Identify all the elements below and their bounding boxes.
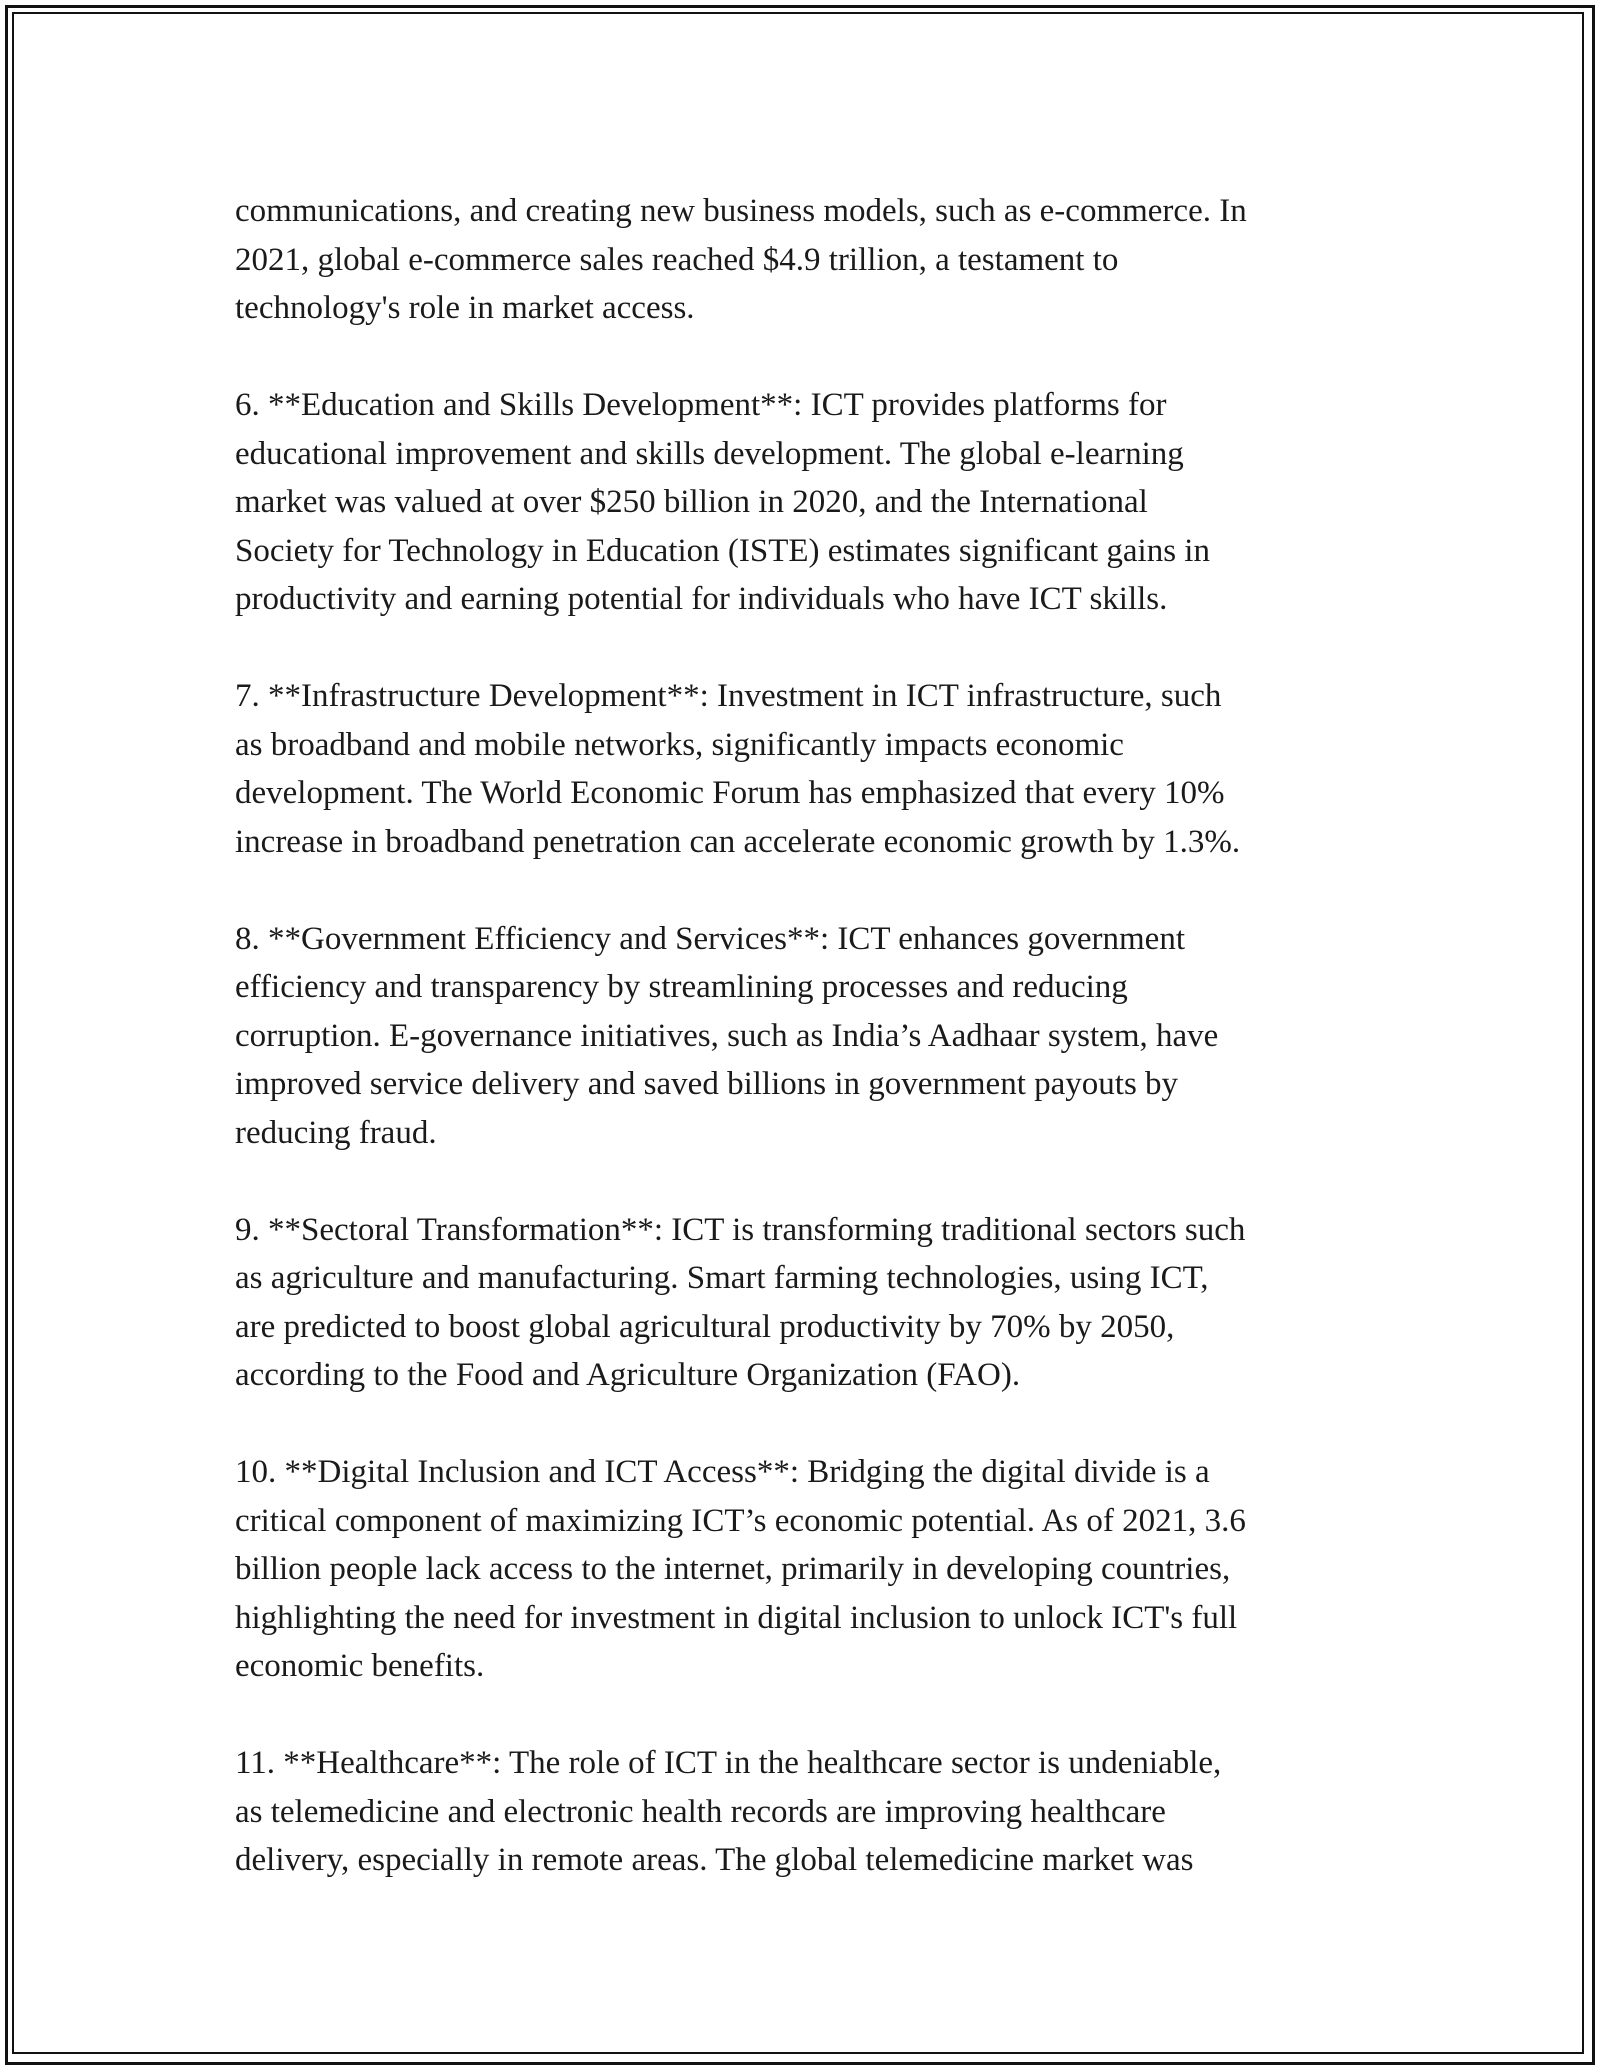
paragraph-digital-inclusion: 10. **Digital Inclusion and ICT Access**: Bridging the digital divide is a critical component of maximizing ICT’s economic potential. As of 2021, 3.6 billion people lack access to the internet, primarily in developing countries, highlighting the need for investment in digital inclusion to unlock ICT's full economic benefits.	[235, 1454, 1246, 1684]
paragraph-healthcare: 11. **Healthcare**: The role of ICT in the healthcare sector is undeniable, as telemedicine and electronic health records are improving healthcare delivery, especially in remote areas. The global telemedicine market was	[235, 1745, 1222, 1878]
paragraph-infrastructure: 7. **Infrastructure Development**: Investment in ICT infrastructure, such as broadband and mobile networks, significantly impacts economic development. The World Economic Forum has emphasized that every 10% increase in broadband penetration can accelerate economic growth by 1.3%.	[235, 678, 1241, 860]
paragraph-government-efficiency: 8. **Government Efficiency and Services**: ICT enhances government efficiency and transparency by streamlining processes and reducing corruption. E-governance initiatives, such as India’s Aadhaar system, have improved service delivery and saved billions in government payouts by reducing fraud.	[235, 920, 1219, 1151]
paragraph-continuation: communications, and creating new business models, such as e-commerce. In 2021, global e-commerce sales reached $4.9 trillion, a testament to technology's role in market access.	[235, 193, 1247, 326]
paragraph-education-skills: 6. **Education and Skills Development**: ICT provides platforms for educational improvement and skills development. The global e-learning market was valued at over $250 billion in 2020, and the International Society for Technology in Education (ISTE) estimates significant gains in productivity and earning potential for individuals who have ICT skills.	[235, 387, 1210, 617]
paragraph-sectoral-transformation: 9. **Sectoral Transformation**: ICT is transforming traditional sectors such as agriculture and manufacturing. Smart farming technologies, using ICT, are predicted to boost global agricultural productivity by 70% by 2050, according to the Food and Agriculture Organization (FAO).	[235, 1211, 1246, 1393]
document-body	[235, 187, 1370, 1933]
